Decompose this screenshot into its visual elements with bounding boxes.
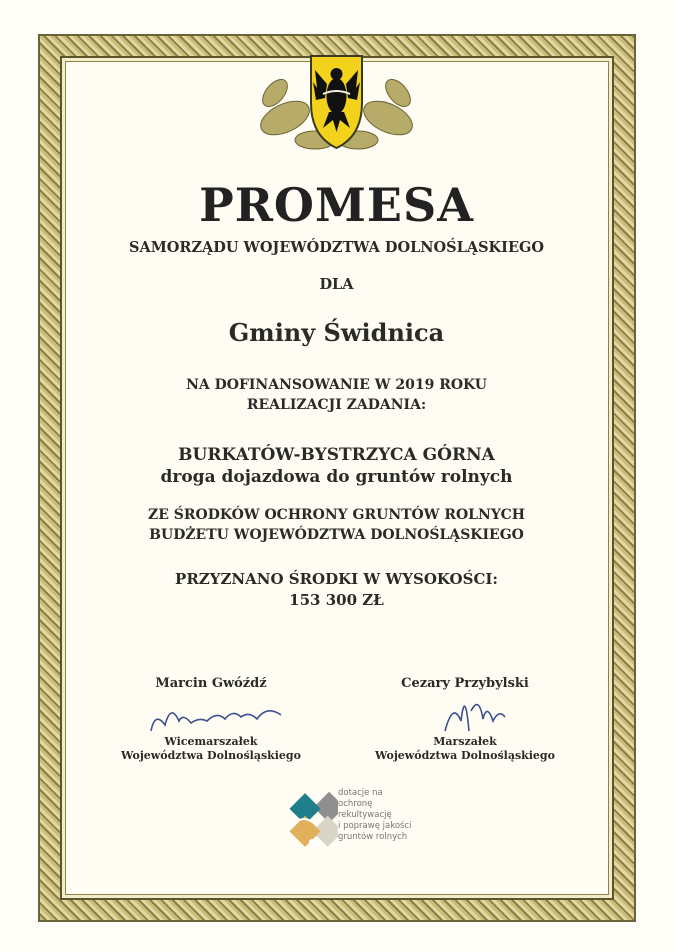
- funding-source-block: [0, 505, 673, 545]
- purpose-block: [0, 375, 673, 415]
- task-line-2: droga dojazdowa do gruntów rolnych: [160, 467, 513, 487]
- handwritten-signature: [121, 691, 301, 735]
- handwritten-signature: [375, 691, 555, 735]
- amount-block: [0, 569, 673, 611]
- for-label: DLA: [319, 276, 354, 293]
- purpose-line-1: NA DOFINANSOWANIE W 2019 ROKU: [186, 377, 487, 393]
- task-block: [0, 444, 673, 488]
- signature-block-left: [96, 676, 326, 763]
- signatory-role-line-2: Województwa Dolnośląskiego: [375, 749, 555, 762]
- program-logo-text: dotacje na ochronę rekultywację i poprawę jakości gruntów rolnych: [338, 788, 412, 842]
- amount-label: PRZYZNANO ŚRODKI W WYSOKOŚCI:: [175, 570, 498, 588]
- signatory-role-line-1: Wicemarszałek: [164, 735, 258, 748]
- signatory-role-line-2: Województwa Dolnośląskiego: [121, 749, 301, 762]
- issuer-line: SAMORZĄDU WOJEWÓDZTWA DOLNOŚLĄSKIEGO: [128, 239, 545, 256]
- signatory-name: Marcin Gwóźdź: [155, 676, 267, 691]
- signatory-name: Cezary Przybylski: [401, 676, 529, 691]
- recipient-name: Gminy Świdnica: [228, 318, 445, 347]
- source-line-1: ZE ŚRODKÓW OCHRONY GRUNTÓW ROLNYCH: [148, 507, 525, 523]
- program-logo-icon: [282, 780, 338, 870]
- program-logo: [282, 780, 442, 870]
- signature-block-right: [350, 676, 580, 763]
- purpose-line-2: REALIZACJI ZADANIA:: [246, 397, 427, 413]
- coat-of-arms-emblem: [255, 48, 418, 158]
- document-title: PROMESA: [199, 178, 474, 232]
- source-line-2: BUDŻETU WOJEWÓDZTWA DOLNOŚLĄSKIEGO: [149, 527, 524, 543]
- signatory-role-line-1: Marszałek: [433, 735, 497, 748]
- amount-value: 153 300 ZŁ: [289, 591, 384, 609]
- task-line-1: BURKATÓW-BYSTRZYCA GÓRNA: [178, 445, 495, 465]
